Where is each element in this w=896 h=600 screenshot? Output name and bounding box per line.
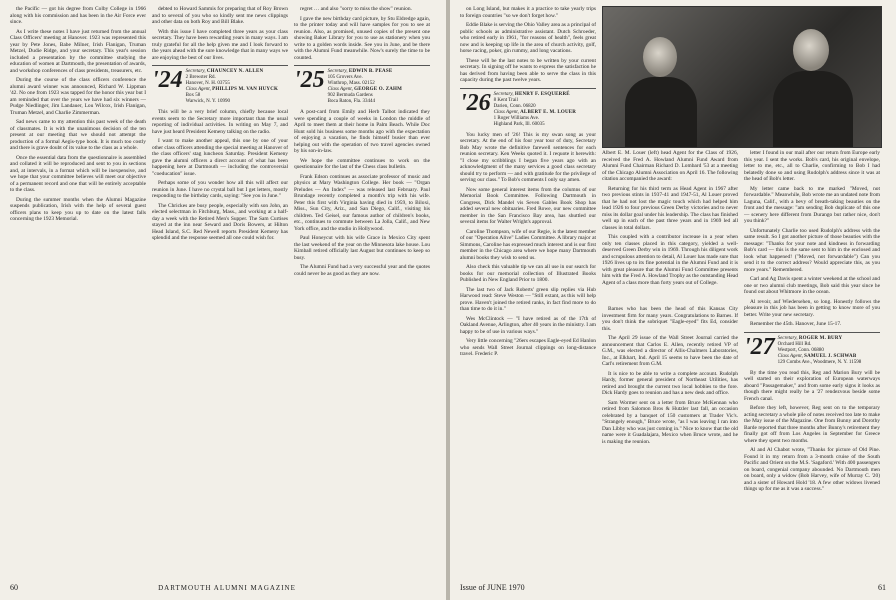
paragraph: on Long Island, but makes it a practice to take yearly trips to foreign countries "so we don't forget how."	[460, 6, 596, 19]
agent-name: ALBERT E. M. LOUER	[520, 109, 577, 115]
right-page-footer	[460, 583, 886, 592]
secretary-address: Westport, Conn. 06880	[777, 347, 824, 353]
paragraph: Sam Wormer sent on a letter from Bruce McKennan who retired from Salomon Bros & Hutzler last fall, an occasion celebrated by a banquet of 150 customers at Trader Vic's. "Strangely enough," Bruce wrote, "as I was leaving I ran into Dan Libby who was just coming in." Nice to know that the old name were it Guadalajara, Mexico when Bruce wrote, and he is making the reunion.	[602, 399, 738, 445]
magazine-title: DARTMOUTH ALUMNI MAGAZINE	[158, 583, 296, 592]
secretary-address: 105 Grovers Ave.	[327, 75, 363, 80]
class-year: '27	[744, 333, 775, 360]
paragraph: the Pacific — got his degree from Colby College in 1966 along with his commission and has been in the Air Force ever since.	[10, 6, 146, 25]
right-column-1	[460, 6, 596, 574]
secretary-address: Hanover, N. H. 03755	[185, 81, 230, 86]
paragraph: These will be the last notes to be written by your current secretary. In signing off he wants to express the satisfaction he has derived from having been able to serve the class in this capacity during the past twelve years.	[460, 57, 596, 83]
secretary-name: HENRY F. ESQUERRÉ	[514, 91, 570, 97]
person-right-suit	[773, 71, 853, 147]
secretary-address: 2 Brewster Rd.	[185, 75, 216, 80]
class-officers	[186, 69, 278, 105]
paragraph: Also check this valuable tip we can all use in our search for books for our memorial collection of Illustrated Books Published in New England Prior to 1800.	[460, 264, 596, 283]
right-column-2	[602, 306, 738, 574]
paragraph: Remember the 45th. Hanover, June 15-17.	[750, 321, 842, 327]
class-year: '24	[152, 67, 183, 93]
paragraph: During the course of the class officers conference the alumni award winner was announced, Richard W. Lippman '42. No one from 1923 was tapped for the honor this year but I am reminded that over the years we have had six winners — Pudge Niedlinger, Jim Landauer, Lou Wilcox, Irish Flanigan, Truman Metzel, and Charlie Zimmerman.	[10, 77, 146, 116]
left-column-1	[10, 6, 146, 574]
paragraph: By the time you read this, Reg and Marion Bury will be well started on their exploration of European waterways aboard "Passagemaker," and from some early signs it looks as though there might really be a '27 rendezvous beside some French canal.	[744, 369, 880, 402]
agent-role: Class Agent,	[327, 87, 353, 92]
paragraph: The last two of Jack Roberts' green slip replies via Hub Harwood read: Steve Weston — "Still extant, as this will help prove. Haven't joined the retired ranks, in fact find more to do than time to do it in."	[460, 286, 596, 312]
class-officers	[778, 336, 862, 366]
class-header-1925	[294, 65, 430, 105]
left-page-columns	[10, 6, 436, 574]
paragraph: Al and Al Chabot wrote, "Thanks for picture of Old Pine. Found it in my return from a 3-month cruise of the South Pacific and Orient on the M.S. 'Sagaford.' With 400 passengers on board, congenial company abounded. No Dartmouth men on board, only a widow (Bob Harvey, wife of Murray C. '20) and a sister of Howard Hold '18. A few other widows livened things up for me as it was a success."	[744, 447, 880, 492]
paragraph: We hope the committee continues to work on the questionnaire for the last of the Chess class bulletin.	[294, 157, 430, 170]
paragraph: A post-card from Emily and Herb Talbot indicated they were spending a couple of weeks in London the middle of April to meet them at their home in Palm Beach. While Doc Hunt sold his business some months ago with the expectation of enjoying a vacation, he finds himself busier than ever helping out with the operation of two travel agencies owned by his son-in-law.	[294, 109, 430, 154]
paragraph: I gave the new birthday card picture, by Stu Eldredge again, to the printer today and will have samples for you to see at reunion. Also, as promised, unused copies of the present one showing Baker Library for you to use as stationery when you write to a golden words inside. See you in June, and be there with the Alumni Fund meanwhile. Now's surely the time to be counted.	[294, 15, 430, 61]
paragraph: Carl and Ag Davis spent a winter weekend at the school and one or two alumni club meetings, Bob said this year since he found out about Whitmore in the ocean.	[744, 276, 880, 295]
secretary-name: EDWIN B. PEASE	[348, 69, 393, 74]
paragraph: During the summer months when the Alumni Magazine suspends publication, Irish with the help of several guest officers plans to keep you up to date on the latest falls concerning the 1923 Memorial.	[10, 196, 146, 222]
caption-paragraph: Albert E. M. Louer (left) head Agent for the Class of 1926, received the Fred A. Howland Alumni Fund Award from Alumni Fund Chairman Richard D. Lombard '53 at a meeting of the Chicago Alumni Association on April 16. The following citation accompanied the award:	[602, 150, 738, 182]
agent-name: SAMUEL J. SCHWAB	[804, 353, 857, 359]
class-header-1924	[152, 65, 288, 105]
paragraph: Frank Edson continues as associate professor of music and physics at Mary Washington College. Her book — "Organ Preludes — An Index" — was released last February. Paul Brundage recently completed a month's trip with his wife. Peter this first with Virginia having died in 1959, to Biloxi, Miss., Sun City, Ariz., and San Diego, Calif., visiting his children. Ted Geisel, our famous author of children's books, etc., continues to commute between La Jolla, Calif., and New York office, and the studio in Hollywood.	[294, 173, 430, 232]
paragraph: As I write these notes I have just returned from the annual Class Officers' meeting at Hanover. 1923 was represented this year by Pete Jones, Babe Milner, Irish Flanigan, Truman Metzel, Dudie Ridge, and your secretary. This year's session included a presentation by the committee studying the education of women at Dartmouth, the presentation of awards, and workshop conferences of class presidents, treasurers, etc.	[10, 28, 146, 74]
agent-address: 902 Bermuda Gardens	[327, 93, 373, 98]
paragraph: Paul Honeycut with his wife Grace in Mexico City spent the last weekend of the year on the Minnesota lake house. Lou Kimball retired officially last August but continues to keep so busy.	[294, 235, 430, 261]
secretary-address: Winthrop, Mass. 02152	[327, 81, 375, 86]
agent-name: PHILLIPS M. VAN HUYCK	[212, 87, 279, 92]
right-page-columns	[460, 6, 886, 574]
paragraph: The April 29 issue of the Wall Street Journal carried the announcement that Carlos E. Allen, recently retired VP of G.M., was elected a director of Allis-Chalmers Laboratories, Inc., at Elkhart, Ind. April 15 seems to have been the date of Carl's retirement from G.M.	[602, 335, 738, 367]
paragraph: regret … and also "sorry to miss the show" reunion.	[300, 6, 412, 12]
agent-name: GEORGE O. ZAHM	[354, 87, 403, 92]
paragraph: Now some general interest items from the columns of our Memorial Book Committee. Following Dartmouth in Congress, Dick Mandel vis Seven Gables Book Shop has added several new obituaries. Fred Rowe, our new committee member in the San Francisco Bay area, has shuttled our several items for Walter Wright's approval.	[460, 186, 596, 225]
secretary-address: Orchard Hill Rd.	[777, 341, 812, 347]
paragraph: Once the essential data from the questionnaire is assembled and collated it will be reproduced and sent to you in sections and, at intervals, in a format which will be inexpensive, and we hope that your committee believes will meet our objective of a permanent record and one that will be entirely acceptable to the class.	[10, 154, 146, 193]
agent-address: Boca Raton, Fla. 33444	[327, 99, 376, 104]
issue-label: Issue of JUNE 1970	[460, 583, 525, 592]
agent-role: Class Agent,	[777, 353, 803, 359]
page-number: 61	[878, 583, 886, 592]
paragraph: Eddie Blake is serving the Ohio Valley area as a principal of public schools as administrative assistant. Dutch Schroeder, who retired early in 1961, "for reasons of health", feels great now and is keeping up life in the area of church activity, golf, horse racing, poker, gin rummy, and long vacations.	[460, 22, 596, 54]
paragraph: debted to Howard Sammis for preparing that of Roy Brown and to several of you who so kindly sent me news clippings and other data on both Roy and Bill Blake.	[152, 6, 288, 25]
paragraph: Caroline Thompson, wife of our Regie, is the latest member of our "Operation Alive" Ladies Committee. A library major at Simmons, Caroline has expressed much interest and is our first member in the Chicago area where we hope many Dartmouth alumni books they wish to send us.	[460, 228, 596, 261]
paragraph: Sad news came to my attention this past week of the death of classmates. It is with the unanimous decision of the ten present at our meeting that we should not attempt the production of a formal Aegis-type book. It is much too costly and there is grave doubt of its value to the class as a whole.	[10, 119, 146, 151]
paragraph: Al revoir, auf Wiedersehen, so long. Honestly follows the pleasure in this job has been in getting to know more of you better. Write your new secretary.	[744, 298, 880, 318]
paragraph: My letter came back to me marked "Moved, not forwardable." Meanwhile, Bob wrote me an undated note from Laguna, Calif., with a bevy of breath-taking beauties on the front and the message: "am sending Bob duplicate of this one — scenery here different from Durango but rather nice, don't you think?"	[744, 185, 880, 224]
class-officers	[328, 69, 402, 105]
left-page	[0, 0, 446, 600]
agent-address: Warwick, N. Y. 10990	[185, 99, 230, 104]
paragraph: The Alumni Fund had a very successful year and the quotes could never be as good as they are now.	[294, 264, 430, 277]
class-officers	[494, 92, 576, 128]
paragraph: Perhaps some of you wonder how all this will affect our reunion in June. I have no crystal ball but I get letters, mostly responding to the birthday cards, saying: "See you in June."	[152, 180, 288, 199]
paragraph: With this issue I have completed three years as your class secretary. They have been rewarding years in many ways. I am truly grateful for all the help given me and I look forward to the years ahead with the sure knowledge that in many ways we are enjoying the best of our lives.	[152, 28, 288, 61]
agent-address: 1 Roger Williams Ave.	[493, 115, 540, 121]
right-page	[450, 0, 896, 600]
photo-caption	[602, 150, 738, 300]
agent-address: Box 58	[185, 93, 201, 98]
paragraph: Very little concerning "26ers escapes Eagle-eyed Ed Hanlon who sends Wall Street Journal clippings on long-distance travel. Frederic P.	[460, 338, 596, 357]
class-year: '26	[460, 89, 491, 116]
page-number: 60	[10, 583, 18, 592]
class-header-1926	[460, 88, 596, 128]
paragraph: Unfortunately Charlie too used Rudolph's address with the same result. So I got another picture of those beauties with the message: "Thanks for your note and kindness in forwarding Bob's card — this is the same sent to him in the enclosed and look what happened! ("Moved, not forwardable") Can you send it to the correct address? Would appreciate this, as you more years." Remembered.	[744, 227, 880, 273]
secretary-address: 8 Kent Trail	[493, 97, 518, 103]
paragraph: This will be a very brief column, chiefly because local events seem to the Secretary more important than the usual reporting of individual activities. In writing on May 7, and have just heard President Kemeny talking on the radio.	[152, 109, 288, 135]
person-left-suit	[625, 77, 697, 147]
left-column-3	[294, 6, 430, 574]
paragraph: The Chrickes are busy people, especially with son John, an elected selectman in Fitchburg, Mass., and working at a half-day a week with the Retired Men's Supper. The Sam Curtises stayed at the inn near Seward and Doris Bowers, at Hilton Head Island, S.C. Red Newell reports President Kemeny has splendid and the response seemed all one could wish for.	[152, 202, 288, 241]
paragraph: I want to make another appeal, this one by one of your other class officers attending the special meeting at Hanover of the class officers' stag luncheon Saturday. President Kemeny gave the alumni officers a direct account of what has been happening here at Dartmouth — including the controversial "coeducation" issue.	[152, 138, 288, 177]
paragraph: You lucky men of '26! This is my swan song as your secretary. At the end of his four year tour of duty, Secretary Bob May wrote the definitive farewell sentences for each reunion secretary. Ken Weeks quoted it. I requote it herewith: "I close my scribblings I began five years ago with an acknowledgment of the many services a good class secretary should try to perform — and with gratitude for the privilege of serving our class." To Bob's comments I only say amen.	[460, 131, 596, 183]
secretary-role: Secretary,	[777, 335, 798, 341]
left-column-2	[152, 6, 288, 574]
secretary-role: Secretary,	[327, 69, 348, 74]
person-right-face	[793, 29, 829, 71]
person-left-face	[643, 37, 677, 77]
class-header-1927	[744, 332, 880, 366]
secretary-role: Secretary,	[493, 91, 514, 97]
paragraph: Barnes who has been the head of this Kansas City investment firm for many years. Congratulations to Barnes. If you don't think the sobriquet "Eagle-eyed" fits Ed, consider this.	[602, 306, 738, 332]
secretary-address: Darien, Conn. 06820	[493, 103, 536, 109]
left-page-footer	[10, 583, 436, 592]
right-column-3	[744, 150, 880, 574]
agent-address: Highland Park, Ill. 60035	[493, 121, 545, 127]
secretary-role: Secretary,	[185, 69, 206, 74]
paragraph: Wes McClintock — "I have retired as of the 17th of Oakland Avenue, Arlington, after 40 years in the ministry. I am happy to be of use in various ways."	[460, 315, 596, 335]
class-year: '25	[294, 67, 325, 93]
paragraph: Before they left, however, Reg sent on to the temporary acting secretary a whole pile of notes received too late to make the May issue of the Magazine. One from Bunny and Dorothy Barde reported that three months after Bunny's retirement they finally got off from Los Angeles in September for Greece where they spent two months.	[744, 405, 880, 444]
secretary-name: ROGER M. BURY	[798, 335, 843, 341]
agent-role: Class Agent,	[185, 87, 211, 92]
secretary-name: CHAUNCEY N. ALLEN	[206, 69, 264, 74]
paragraph: letter I found in our mail after our return from Europe early this year. I sent the works. Bob's card, his original envelope, letter to me, etc., all to Charlie, confirming to Bob I had belatedly done so and using Rudolph's address since it was at the head of Bob's letter.	[744, 150, 880, 182]
award-photo	[602, 6, 882, 148]
caption-paragraph: This coupled with a contributor increase in a year when only ten classes placed in this category, yielded a well-deserved Green Derby win in 1969. Through his diligent work and scrupulous attention to detail, Al Louer has made sure that 1926 lives up to its fine potential in the Alumni Fund and it is with great pleasure that the Alumni Fund Committee presents him with the Fred A. Howland Trophy as the outstanding Head Agent of a class more than forty years out of College.	[602, 234, 738, 286]
caption-paragraph: Returning for his third term as Head Agent in 1967 after two previous stints in 1937-41 and 1947-51, Al Louer proved that he had not lost the magic touch which had helped him lead 1926 to four previous Green Derby victories and to never miss its dollar goal under his leadership. The class has finished well up in each of the past three years and in 1969 led all classes in total dollars.	[602, 185, 738, 231]
agent-role: Class Agent,	[493, 109, 519, 115]
agent-address: 129 Combs Ave., Woodmere, N. Y. 11598	[777, 359, 862, 365]
paragraph: It is nice to be able to write a complete account. Rudolph Hardy, former general president of Northeast Utilities, has retired and brought the current two local hobbies to the fore. Dick Hardy goes to reunion and has a new desk and office.	[602, 370, 738, 396]
